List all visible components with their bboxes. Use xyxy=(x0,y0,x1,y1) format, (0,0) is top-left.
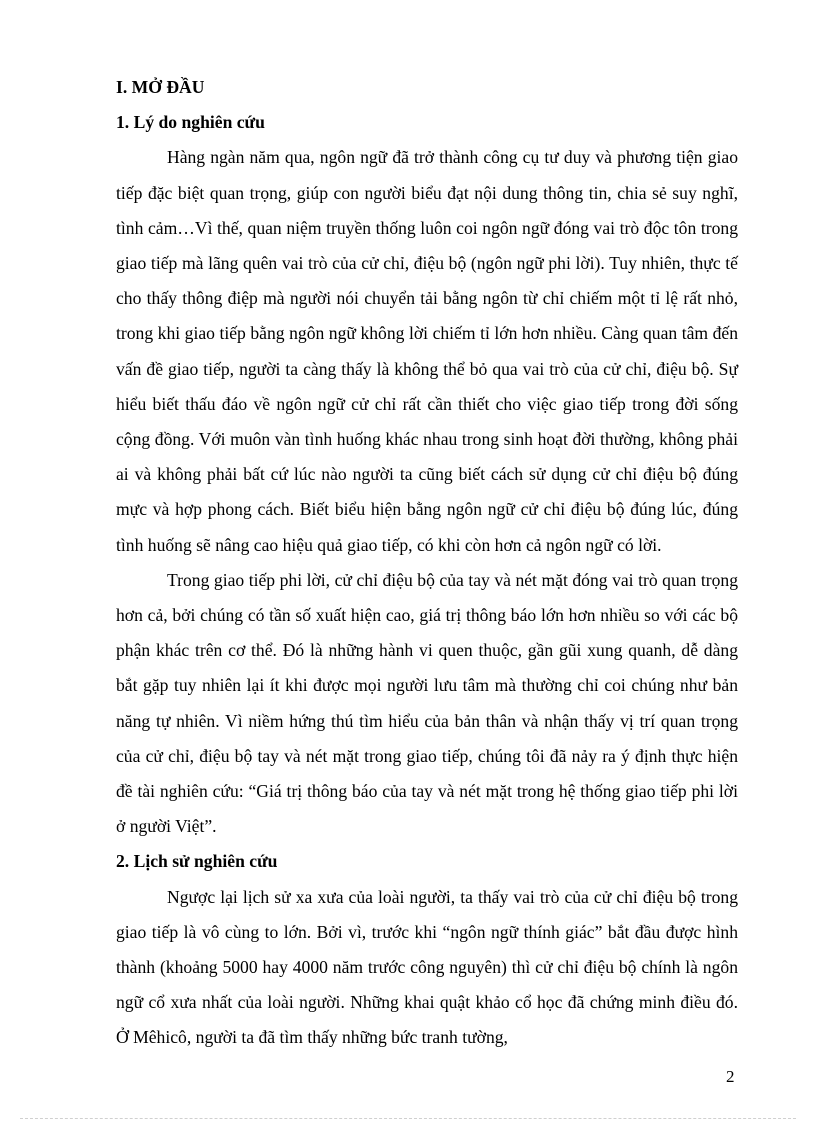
subsection-title-reason: 1. Lý do nghiên cứu xyxy=(116,112,265,133)
section-heading: I. MỞ ĐẦU xyxy=(116,77,205,97)
page-divider xyxy=(20,1118,796,1119)
subsection-title-history: 2. Lịch sử nghiên cứu xyxy=(116,851,278,872)
paragraph: Hàng ngàn năm qua, ngôn ngữ đã trở thành công cụ tư duy và phương tiện giao tiếp đặc biệt quan trọng, giúp con người biểu đạt nội dung thông tin, chia sẻ suy nghĩ, tình cảm…Vì thế, quan niệm truyền thống luôn coi ngôn ngữ đóng vai trò độc tôn trong giao tiếp mà lãng quên vai trò của cử chỉ, điệu bộ (ngôn ngữ phi lời). Tuy nhiên, thực tế cho thấy thông điệp mà người nói chuyển tải bằng ngôn từ chỉ chiếm một tỉ lệ rất nhỏ, trong khi giao tiếp bằng ngôn ngữ không lời chiếm tỉ lớn hơn nhiều. Càng quan tâm đến vấn đề giao tiếp, người ta càng thấy là không thể bỏ qua vai trò của cử chỉ, điệu bộ. Sự hiểu biết thấu đáo về ngôn ngữ cử chỉ rất cần thiết cho việc giao tiếp trong đời sống cộng đồng. Với muôn vàn tình huống khác nhau trong sinh hoạt đời thường, không phải ai và không phải bất cứ lúc nào người ta cũng biết cách sử dụng cử chỉ điệu bộ đúng mực và hợp phong cách. Biết biểu hiện bằng ngôn ngữ cử chỉ điệu bộ đúng lúc, đúng tình huống sẽ nâng cao hiệu quả giao tiếp, có khi còn hơn cả ngôn ngữ có lời. xyxy=(116,147,738,555)
paragraph: Trong giao tiếp phi lời, cử chỉ điệu bộ của tay và nét mặt đóng vai trò quan trọng hơn cả, bởi chúng có tần số xuất hiện cao, giá trị thông báo lớn hơn nhiều so với các bộ phận khác trên cơ thể. Đó là những hành vi quen thuộc, gần gũi xung quanh, dễ dàng bắt gặp tuy nhiên lại ít khi được mọi người lưu tâm mà thường chỉ coi chúng như bản năng tự nhiên. Vì niềm hứng thú tìm hiểu của bản thân và nhận thấy vị trí quan trọng của cử chỉ, điệu bộ tay và nét mặt trong giao tiếp, chúng tôi đã nảy ra ý định thực hiện đề tài nghiên cứu: “Giá trị thông báo của tay và nét mặt trong hệ thống giao tiếp phi lời ở người Việt”. xyxy=(116,569,738,837)
page-number: 2 xyxy=(726,1067,735,1086)
document-body xyxy=(116,70,738,1056)
paragraph: Ngược lại lịch sử xa xưa của loài người, ta thấy vai trò của cử chỉ điệu bộ trong giao tiếp là vô cùng to lớn. Bởi vì, trước khi “ngôn ngữ thính giác” bắt đầu được hình thành (khoảng 5000 hay 4000 năm trước công nguyên) thì cử chỉ điệu bộ chính là ngôn ngữ cổ xưa nhất của loài người. Những khai quật khảo cổ học đã chứng minh điều đó. Ở Mêhicô, người ta đã tìm thấy những bức tranh tường, xyxy=(116,886,738,1048)
